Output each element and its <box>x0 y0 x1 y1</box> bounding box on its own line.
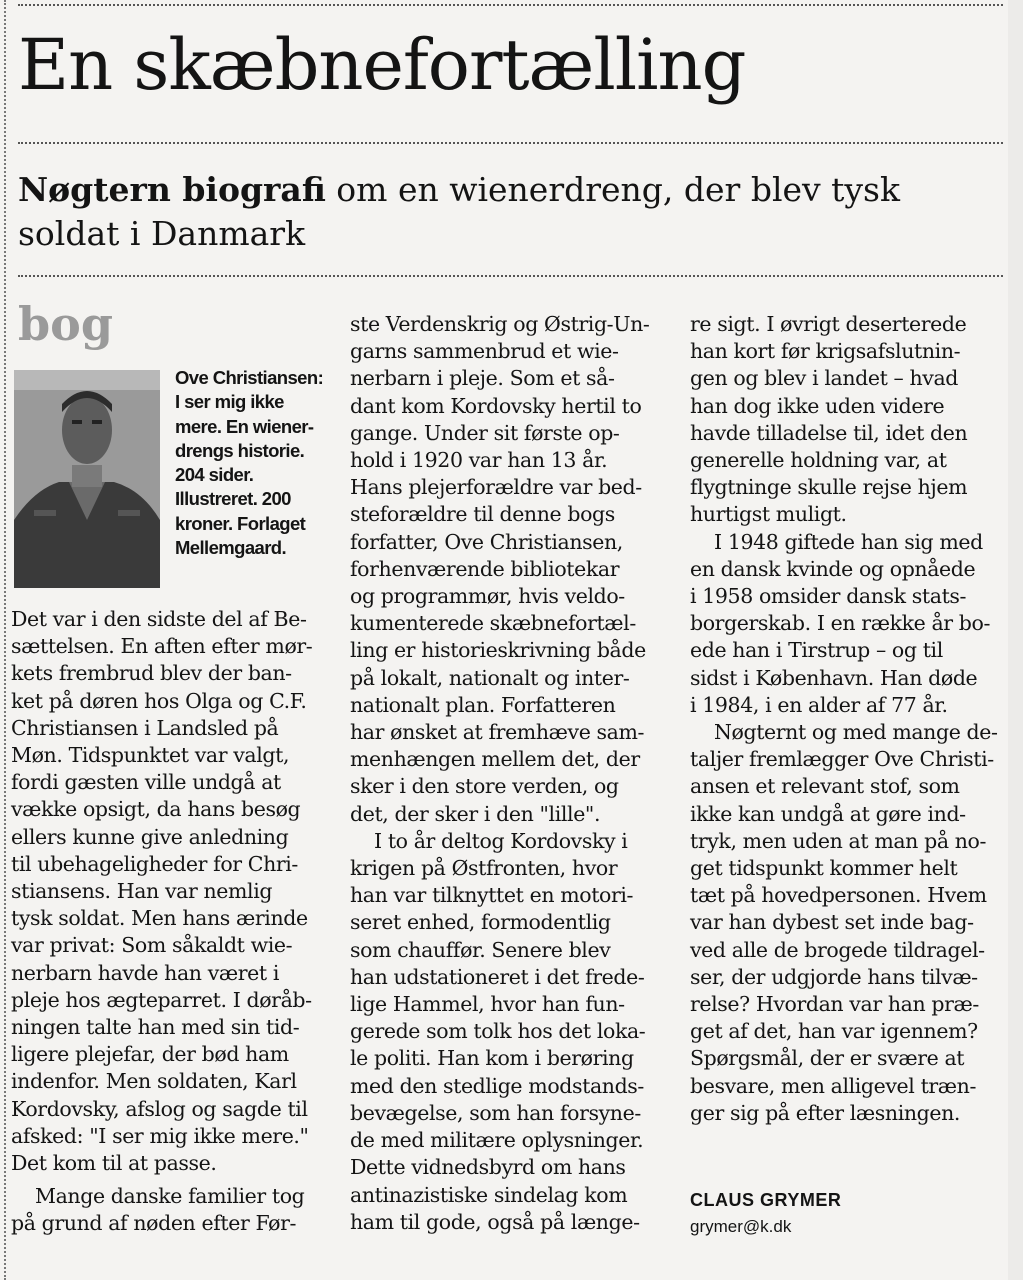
body-line: lige Hammel, hvor han fun- <box>350 992 625 1017</box>
author-name: CLAUS GRYMER <box>690 1190 842 1210</box>
body-line: ste Verdenskrig og Østrig-Un- <box>350 312 650 336</box>
body-line: nerbarn havde han været i <box>11 960 280 985</box>
body-line: på lokalt, nationalt og inter- <box>350 665 630 690</box>
body-line: generelle holdning var, at <box>690 448 947 473</box>
body-line: det, der sker i den "lille". <box>350 801 601 826</box>
body-line: flygtninge skulle rejse hjem <box>690 475 968 500</box>
body-line: Det kom til at passe. <box>11 1151 217 1176</box>
body-line: Det var i den sidste del af Be- <box>11 607 307 631</box>
book-info-line: drengs historie. <box>175 439 305 461</box>
body-line: som chauffør. Senere blev <box>350 937 611 962</box>
body-line: Nøgternt og med mange de- <box>714 720 998 745</box>
body-line: med den stedlige modstands- <box>350 1073 644 1098</box>
body-line: en dansk kvinde og opnåede <box>690 556 976 581</box>
body-line: Christiansen i Landsled på <box>11 715 279 740</box>
subheadline-rest: om en wienerdreng, der blev tysk soldat i Danmark <box>18 170 900 253</box>
body-line: sættelsen. En aften efter mør- <box>11 634 313 659</box>
body-line: pleje hos ægteparret. I døråb- <box>11 987 312 1012</box>
body-line: stiansens. Han var nemlig <box>11 879 273 904</box>
body-line: hold i 1920 var han 13 år. <box>350 448 608 473</box>
body-line: indenfor. Men soldaten, Karl <box>11 1069 297 1094</box>
body-line: var han dybest set inde bag- <box>690 910 974 935</box>
section-kicker: bog <box>18 297 114 351</box>
body-line: get af det, han var igennem? <box>690 1019 978 1044</box>
body-line: hurtigst muligt. <box>690 502 847 527</box>
author-photo <box>14 370 160 588</box>
subheadline <box>18 168 978 256</box>
body-line: kets frembrud blev der ban- <box>11 661 292 686</box>
body-line: nerbarn i pleje. Som et så- <box>350 366 615 391</box>
subheadline-bold: Nøgtern biografi <box>18 170 326 209</box>
body-line: Møn. Tidspunktet var valgt, <box>11 743 290 768</box>
body-line: sker i den store verden, og <box>350 774 619 799</box>
body-line: gange. Under sit første op- <box>350 420 620 445</box>
body-line: ansen et relevant stof, som <box>690 774 960 799</box>
body-line: gen og blev i landet – hvad <box>690 366 959 391</box>
body-line: I 1948 giftede han sig med <box>714 529 983 554</box>
body-line: og programmør, hvis veldo- <box>350 584 625 609</box>
body-line: vække opsigt, da hans besøg <box>11 797 301 822</box>
column-3 <box>690 311 998 1127</box>
body-line: bevægelse, som han forsyne- <box>350 1100 641 1125</box>
book-info <box>175 366 324 560</box>
body-line: kumenterede skæbnefortæl- <box>350 611 636 636</box>
body-line: get tidspunkt kommer helt <box>690 856 958 881</box>
soldier-portrait-image <box>14 370 160 588</box>
body-line: ved alle de brogede tildragel- <box>690 937 985 962</box>
body-line: I to år deltog Kordovsky i <box>374 828 628 853</box>
left-dotted-rule <box>4 0 6 1280</box>
body-line: nationalt plan. Forfatteren <box>350 692 616 717</box>
body-line: til ubehageligheder for Chri- <box>11 851 298 876</box>
body-line: han kort før krigsafslutnin- <box>690 339 961 364</box>
body-line: i 1984, i en alder af 77 år. <box>690 692 948 717</box>
body-line: gerede som tolk hos det loka- <box>350 1019 646 1044</box>
body-line: sidst i København. Han døde <box>690 665 978 690</box>
book-info-line: Mellemgaard. <box>175 537 287 559</box>
column-2 <box>350 311 649 1236</box>
body-line: tæt på hovedpersonen. Hvem <box>690 883 987 908</box>
body-line: afsked: "I ser mig ikke mere." <box>11 1123 309 1148</box>
book-info-line: 204 sider. <box>175 464 254 486</box>
body-line: tryk, men uden at man på no- <box>690 828 987 853</box>
book-info-line: Illustreret. 200 <box>175 488 291 510</box>
body-line: relse? Hvordan var han præ- <box>690 992 979 1017</box>
book-info-line: kroner. Forlaget <box>175 512 306 534</box>
body-line: seret enhed, formodentlig <box>350 910 611 935</box>
body-line: forfatter, Ove Christiansen, <box>350 529 623 554</box>
body-line: de med militære oplysninger. <box>350 1128 644 1153</box>
body-line: borgerskab. I en række år bo- <box>690 611 990 636</box>
body-line: taljer fremlægger Ove Christi- <box>690 747 994 772</box>
body-line: havde tilladelse til, idet den <box>690 420 968 445</box>
headline: En skæbnefortælling <box>18 24 746 106</box>
author-email: grymer@k.dk <box>690 1217 792 1236</box>
body-line: ser, der udgjorde hans tilvæ- <box>690 964 978 989</box>
top-rule <box>18 4 1003 6</box>
body-line: antinazistiske sindelag kom <box>350 1182 628 1207</box>
body-line: Hans plejerforældre var bed- <box>350 475 642 500</box>
body-line: i 1958 omsider dansk stats- <box>690 584 967 609</box>
body-line: ham til gode, også på længe- <box>350 1209 640 1234</box>
body-line: dant kom Kordovsky hertil to <box>350 393 642 418</box>
body-line: krigen på Østfronten, hvor <box>350 856 618 881</box>
book-info-line: mere. En wiener- <box>175 415 314 437</box>
headline-rule <box>18 142 1003 144</box>
body-line: han dog ikke uden videre <box>690 393 945 418</box>
body-line: ligere plejefar, der bød ham <box>11 1042 289 1067</box>
body-line: steforældre til denne bogs <box>350 502 615 527</box>
body-line: han var tilknyttet en motori- <box>350 883 634 908</box>
subhead-rule <box>18 275 1003 277</box>
body-line: Dette vidnedsbyrd om hans <box>350 1155 626 1180</box>
body-line: ling er historieskrivning både <box>350 638 646 663</box>
body-line: Mange danske familier tog <box>35 1184 305 1208</box>
body-line: ket på døren hos Olga og C.F. <box>11 688 307 713</box>
body-line: ellers kunne give anledning <box>11 824 289 849</box>
body-line: le politi. Han kom i berøring <box>350 1046 634 1071</box>
body-line: ger sig på efter læsningen. <box>690 1100 961 1125</box>
body-line: menhængen mellem det, der <box>350 747 640 772</box>
body-line: garns sammenbrud et wie- <box>350 339 619 364</box>
book-info-line: I ser mig ikke <box>175 391 284 413</box>
body-line: ede han i Tirstrup – og til <box>690 638 943 663</box>
body-line: på grund af nøden efter Før- <box>11 1211 297 1236</box>
body-line: var privat: Som såkaldt wie- <box>11 933 293 958</box>
column-1-paragraph-2 <box>11 1183 304 1237</box>
body-line: Kordovsky, afslog og sagde til <box>11 1096 308 1121</box>
body-line: fordi gæsten ville undgå at <box>11 770 281 795</box>
column-1-paragraph-1 <box>11 606 312 1177</box>
body-line: forhenværende bibliotekar <box>350 556 620 581</box>
body-line: har ønsket at fremhæve sam- <box>350 720 645 745</box>
body-line: tysk soldat. Men hans ærinde <box>11 906 308 931</box>
book-info-line: Ove Christiansen: <box>175 367 324 388</box>
body-line: ningen talte han med sin tid- <box>11 1015 300 1040</box>
body-line: ikke kan undgå at gøre ind- <box>690 801 966 826</box>
body-line: han udstationeret i det frede- <box>350 964 645 989</box>
body-line: Spørgsmål, der er svære at <box>690 1046 965 1071</box>
body-line: re sigt. I øvrigt deserterede <box>690 312 967 336</box>
body-line: besvare, men alligevel træn- <box>690 1073 977 1098</box>
